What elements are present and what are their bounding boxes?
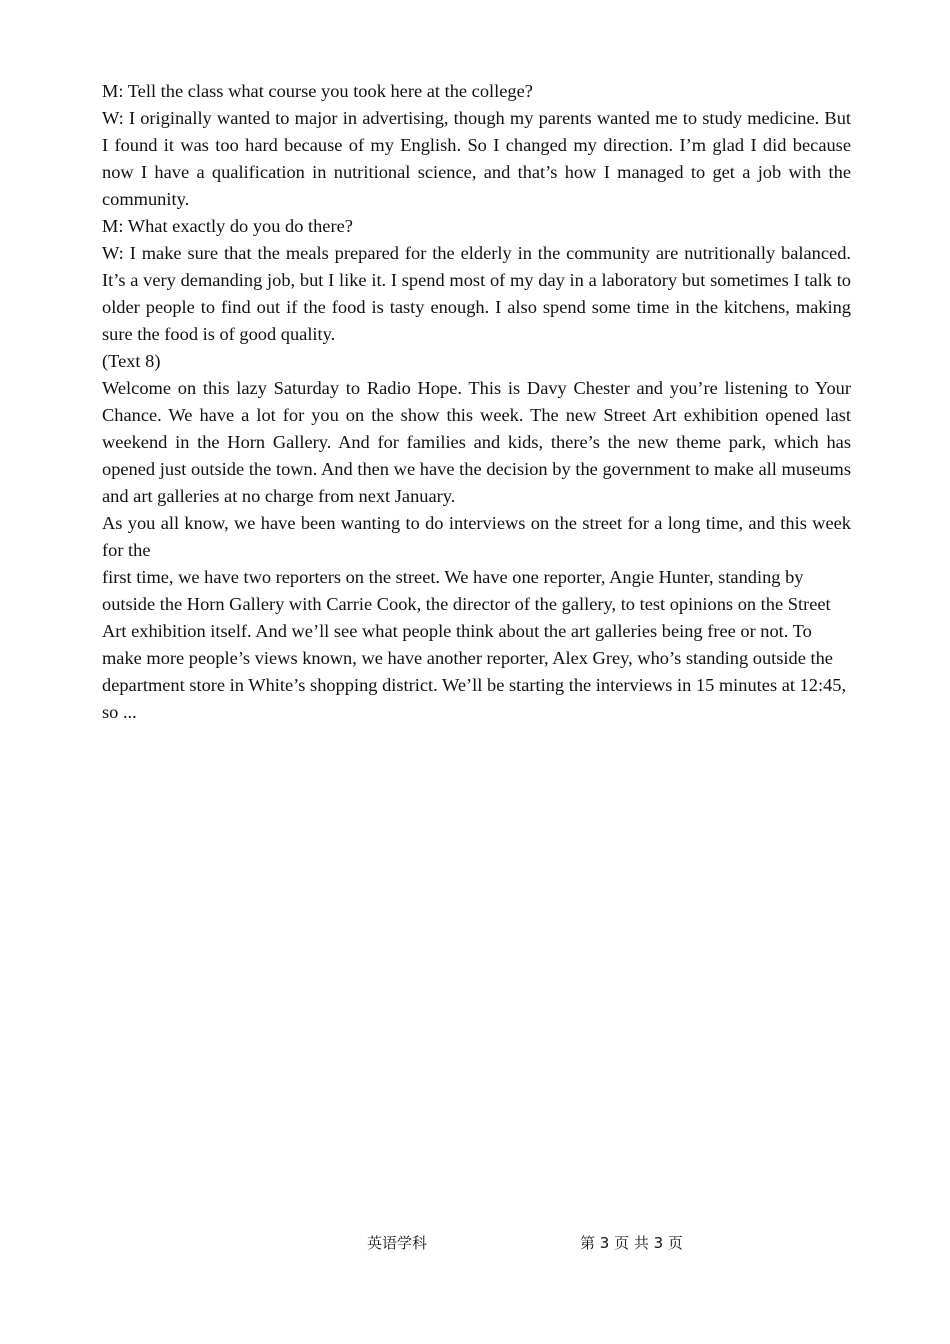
radio-intro-paragraph: Welcome on this lazy Saturday to Radio Hope. This is Davy Chester and you’re listening to Your Chance. We have a lot for you on the show this week. The new Street Art exhibition opened last weekend in the Horn Gallery. And for families and kids, there’s the new theme park, which has opened just outside the town. And then we have the decision by the government to make all museums and art galleries at no charge from next January. bbox=[102, 378, 851, 506]
page-footer bbox=[0, 1232, 950, 1256]
dialogue-line-question-job: M: What exactly do you do there? bbox=[102, 216, 353, 236]
section-heading-text-8: (Text 8) bbox=[102, 351, 161, 371]
footer-subject: 英语学科 bbox=[367, 1234, 428, 1252]
interviews-paragraph-start: As you all know, we have been wanting to do interviews on the street for a long time, and this week for the bbox=[102, 513, 851, 560]
interviews-paragraph-continued: first time, we have two reporters on the street. We have one reporter, Angie Hunter, standing by outside the Horn Gallery with Carrie Cook, the director of the gallery, to test opinions on the Street Art exhibition itself. And we’ll see what people think about the art galleries being free or not. To make more people’s views known, we have another reporter, Alex Grey, who’s standing outside the department store in White’s shopping district. We’ll be starting the interviews in 15 minutes at 12:45, so ... bbox=[102, 567, 847, 722]
footer-page-number: 第 3 页 共 3 页 bbox=[580, 1234, 683, 1252]
dialogue-line-answer-job: W: I make sure that the meals prepared for the elderly in the community are nutritionally balanced. It’s a very demanding job, but I like it. I spend most of my day in a laboratory but sometimes I talk to older people to find out if the food is tasty enough. I also spend some time in the kitchens, making sure the food is of good quality. bbox=[102, 243, 851, 344]
document-body bbox=[102, 78, 851, 726]
dialogue-line-question-course: M: Tell the class what course you took here at the college? bbox=[102, 81, 533, 101]
dialogue-line-answer-course: W: I originally wanted to major in advertising, though my parents wanted me to study medicine. But I found it was too hard because of my English. So I changed my direction. I’m glad I did because now I have a qualification in nutritional science, and that’s how I managed to get a job with the community. bbox=[102, 108, 851, 209]
